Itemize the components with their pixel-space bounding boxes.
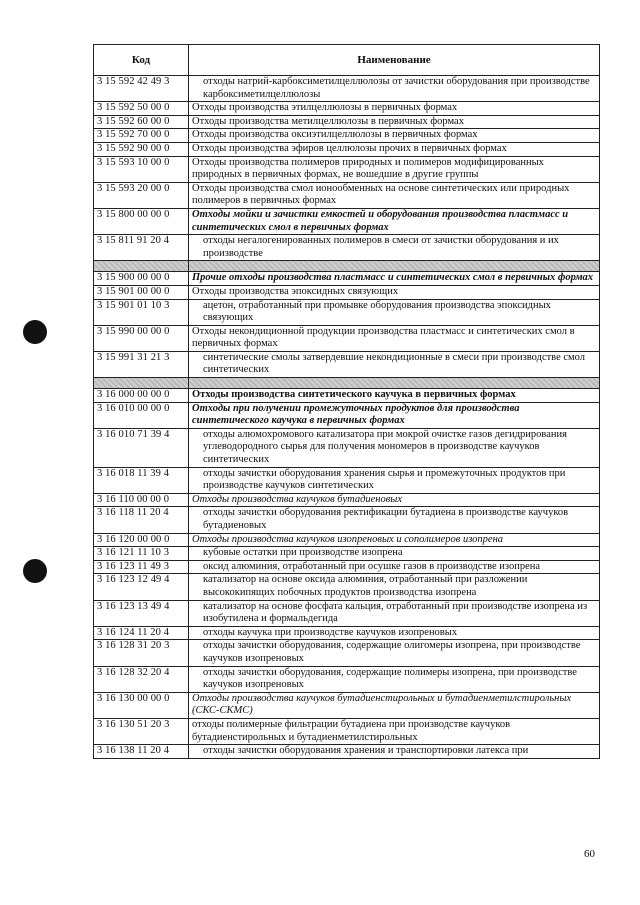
- cell-code: 3 16 123 11 49 3: [94, 560, 189, 574]
- cell-code: 3 15 900 00 00 0: [94, 272, 189, 286]
- table-row: [94, 507, 600, 533]
- cell-code: 3 15 991 31 21 3: [94, 351, 189, 377]
- punch-hole-bottom: [23, 559, 47, 583]
- table-row: [94, 142, 600, 156]
- cell-name: кубовые остатки при производстве изопрена: [189, 547, 600, 561]
- table-row: [94, 325, 600, 351]
- table-row: [94, 285, 600, 299]
- cell-code: 3 15 811 91 20 4: [94, 235, 189, 261]
- shaded-separator-row: [94, 378, 600, 389]
- table-row: [94, 533, 600, 547]
- cell-name: Отходы производства смол ионообменных на основе синтетических или природных полимеров в первичных формах: [189, 182, 600, 208]
- cell-name: Отходы производства оксиэтилцеллюлозы в первичных формах: [189, 129, 600, 143]
- cell-name: синтетические смолы затвердевшие некондиционные в смеси при производстве смол синтетических: [189, 351, 600, 377]
- cell-code: 3 15 901 01 10 3: [94, 299, 189, 325]
- waste-catalog-table: [93, 44, 600, 759]
- cell-name: [189, 261, 600, 272]
- cell-name: отходы негалогенированных полимеров в смеси от зачистки оборудования и их производстве: [189, 235, 600, 261]
- cell-name: отходы зачистки оборудования, содержащие полимеры изопрена, при производстве каучуков изопреновых: [189, 666, 600, 692]
- cell-name: отходы зачистки оборудования ректификации бутадиена в производстве каучуков бутадиеновых: [189, 507, 600, 533]
- cell-code: 3 16 123 13 49 4: [94, 600, 189, 626]
- table-row: [94, 389, 600, 403]
- cell-name: Отходы производства каучуков бутадиенстирольных и бутадиенметилстирольных (СКС-СКМС): [189, 692, 600, 718]
- cell-code: 3 15 593 10 00 0: [94, 156, 189, 182]
- cell-code: 3 16 018 11 39 4: [94, 467, 189, 493]
- cell-code: 3 15 901 00 00 0: [94, 285, 189, 299]
- table-row: [94, 626, 600, 640]
- table-header-row: [94, 45, 600, 76]
- table-row: [94, 547, 600, 561]
- cell-code: 3 16 118 11 20 4: [94, 507, 189, 533]
- cell-code: 3 15 592 50 00 0: [94, 102, 189, 116]
- cell-name: отходы зачистки оборудования хранения сырья и промежуточных продуктов при производстве каучуков синтетических: [189, 467, 600, 493]
- table-row: [94, 666, 600, 692]
- table-row: [94, 102, 600, 116]
- table-row: [94, 272, 600, 286]
- cell-code: 3 16 123 12 49 4: [94, 574, 189, 600]
- table-row: [94, 76, 600, 102]
- cell-name: Отходы при получении промежуточных продуктов для производства синтетического каучука в первичных формах: [189, 402, 600, 428]
- table-row: [94, 600, 600, 626]
- cell-name: ацетон, отработанный при промывке оборудования производства эпоксидных связующих: [189, 299, 600, 325]
- cell-name: катализатор на основе оксида алюминия, отработанный при разложении высококипящих побочных продуктов производства изопрена: [189, 574, 600, 600]
- table-row: [94, 156, 600, 182]
- table-row: [94, 182, 600, 208]
- cell-name: Отходы некондиционной продукции производства пластмасс и синтетических смол в первичных формах: [189, 325, 600, 351]
- cell-name: Прочие отходы производства пластмасс и синтетических смол в первичных формах: [189, 272, 600, 286]
- cell-code: 3 16 010 00 00 0: [94, 402, 189, 428]
- punch-hole-top: [23, 320, 47, 344]
- table-row: [94, 402, 600, 428]
- cell-code: 3 16 121 11 10 3: [94, 547, 189, 561]
- cell-code: 3 15 592 42 49 3: [94, 76, 189, 102]
- table-row: [94, 428, 600, 467]
- cell-name: Отходы производства каучуков бутадиеновых: [189, 493, 600, 507]
- cell-code: 3 15 593 20 00 0: [94, 182, 189, 208]
- cell-name: отходы каучука при производстве каучуков изопреновых: [189, 626, 600, 640]
- cell-code: 3 15 990 00 00 0: [94, 325, 189, 351]
- cell-code: 3 16 124 11 20 4: [94, 626, 189, 640]
- cell-name: отходы зачистки оборудования хранения и транспортировки латекса при: [189, 745, 600, 759]
- table-row: [94, 208, 600, 234]
- cell-code: 3 16 130 00 00 0: [94, 692, 189, 718]
- table-row: [94, 467, 600, 493]
- cell-code: 3 15 800 00 00 0: [94, 208, 189, 234]
- cell-name: Отходы производства эфиров целлюлозы прочих в первичных формах: [189, 142, 600, 156]
- table-row: [94, 745, 600, 759]
- cell-code: 3 16 010 71 39 4: [94, 428, 189, 467]
- cell-name: оксид алюминия, отработанный при осушке газов в производстве изопрена: [189, 560, 600, 574]
- cell-name: Отходы производства полимеров природных и полимеров модифицированных природных в первичных формах, не вошедшие в другие группы: [189, 156, 600, 182]
- cell-code: 3 16 138 11 20 4: [94, 745, 189, 759]
- header-code: Код: [94, 45, 189, 76]
- table-row: [94, 351, 600, 377]
- table-row: [94, 235, 600, 261]
- cell-name: Отходы производства синтетического каучука в первичных формах: [189, 389, 600, 403]
- cell-code: 3 16 128 32 20 4: [94, 666, 189, 692]
- cell-code: 3 16 000 00 00 0: [94, 389, 189, 403]
- cell-name: [189, 378, 600, 389]
- shaded-separator-row: [94, 261, 600, 272]
- table-row: [94, 718, 600, 744]
- page-number: 60: [584, 848, 595, 860]
- cell-code: 3 15 592 70 00 0: [94, 129, 189, 143]
- table-row: [94, 640, 600, 666]
- cell-name: катализатор на основе фосфата кальция, отработанный при производстве изопрена из изобутилена и формальдегида: [189, 600, 600, 626]
- cell-name: отходы натрий-карбоксиметилцеллюлозы от зачистки оборудования при производстве карбоксиметилцеллюлозы: [189, 76, 600, 102]
- cell-code: 3 15 592 90 00 0: [94, 142, 189, 156]
- cell-name: Отходы производства эпоксидных связующих: [189, 285, 600, 299]
- table-body: [94, 76, 600, 759]
- table-row: [94, 115, 600, 129]
- cell-name: отходы полимерные фильтрации бутадиена при производстве каучуков бутадиенстирольных и бутадиенметилстирольных: [189, 718, 600, 744]
- cell-name: Отходы производства каучуков изопреновых и сополимеров изопрена: [189, 533, 600, 547]
- cell-code: 3 16 120 00 00 0: [94, 533, 189, 547]
- table-row: [94, 129, 600, 143]
- table-row: [94, 493, 600, 507]
- cell-name: Отходы производства метилцеллюлозы в первичных формах: [189, 115, 600, 129]
- cell-code: 3 16 110 00 00 0: [94, 493, 189, 507]
- table-row: [94, 299, 600, 325]
- cell-code: 3 16 130 51 20 3: [94, 718, 189, 744]
- table-row: [94, 574, 600, 600]
- cell-name: отходы алюмохромового катализатора при мокрой очистке газов дегидрирования углеводородного сырья для получения мономеров в производстве каучуков синтетических: [189, 428, 600, 467]
- cell-code: 3 15 592 60 00 0: [94, 115, 189, 129]
- cell-name: Отходы мойки и зачистки емкостей и оборудования производства пластмасс и синтетических смол в первичных формах: [189, 208, 600, 234]
- table-row: [94, 560, 600, 574]
- cell-code: 3 16 128 31 20 3: [94, 640, 189, 666]
- header-name: Наименование: [189, 45, 600, 76]
- cell-code: [94, 261, 189, 272]
- table-row: [94, 692, 600, 718]
- cell-name: Отходы производства этилцеллюлозы в первичных формах: [189, 102, 600, 116]
- cell-name: отходы зачистки оборудования, содержащие олигомеры изопрена, при производстве каучуков изопреновых: [189, 640, 600, 666]
- cell-code: [94, 378, 189, 389]
